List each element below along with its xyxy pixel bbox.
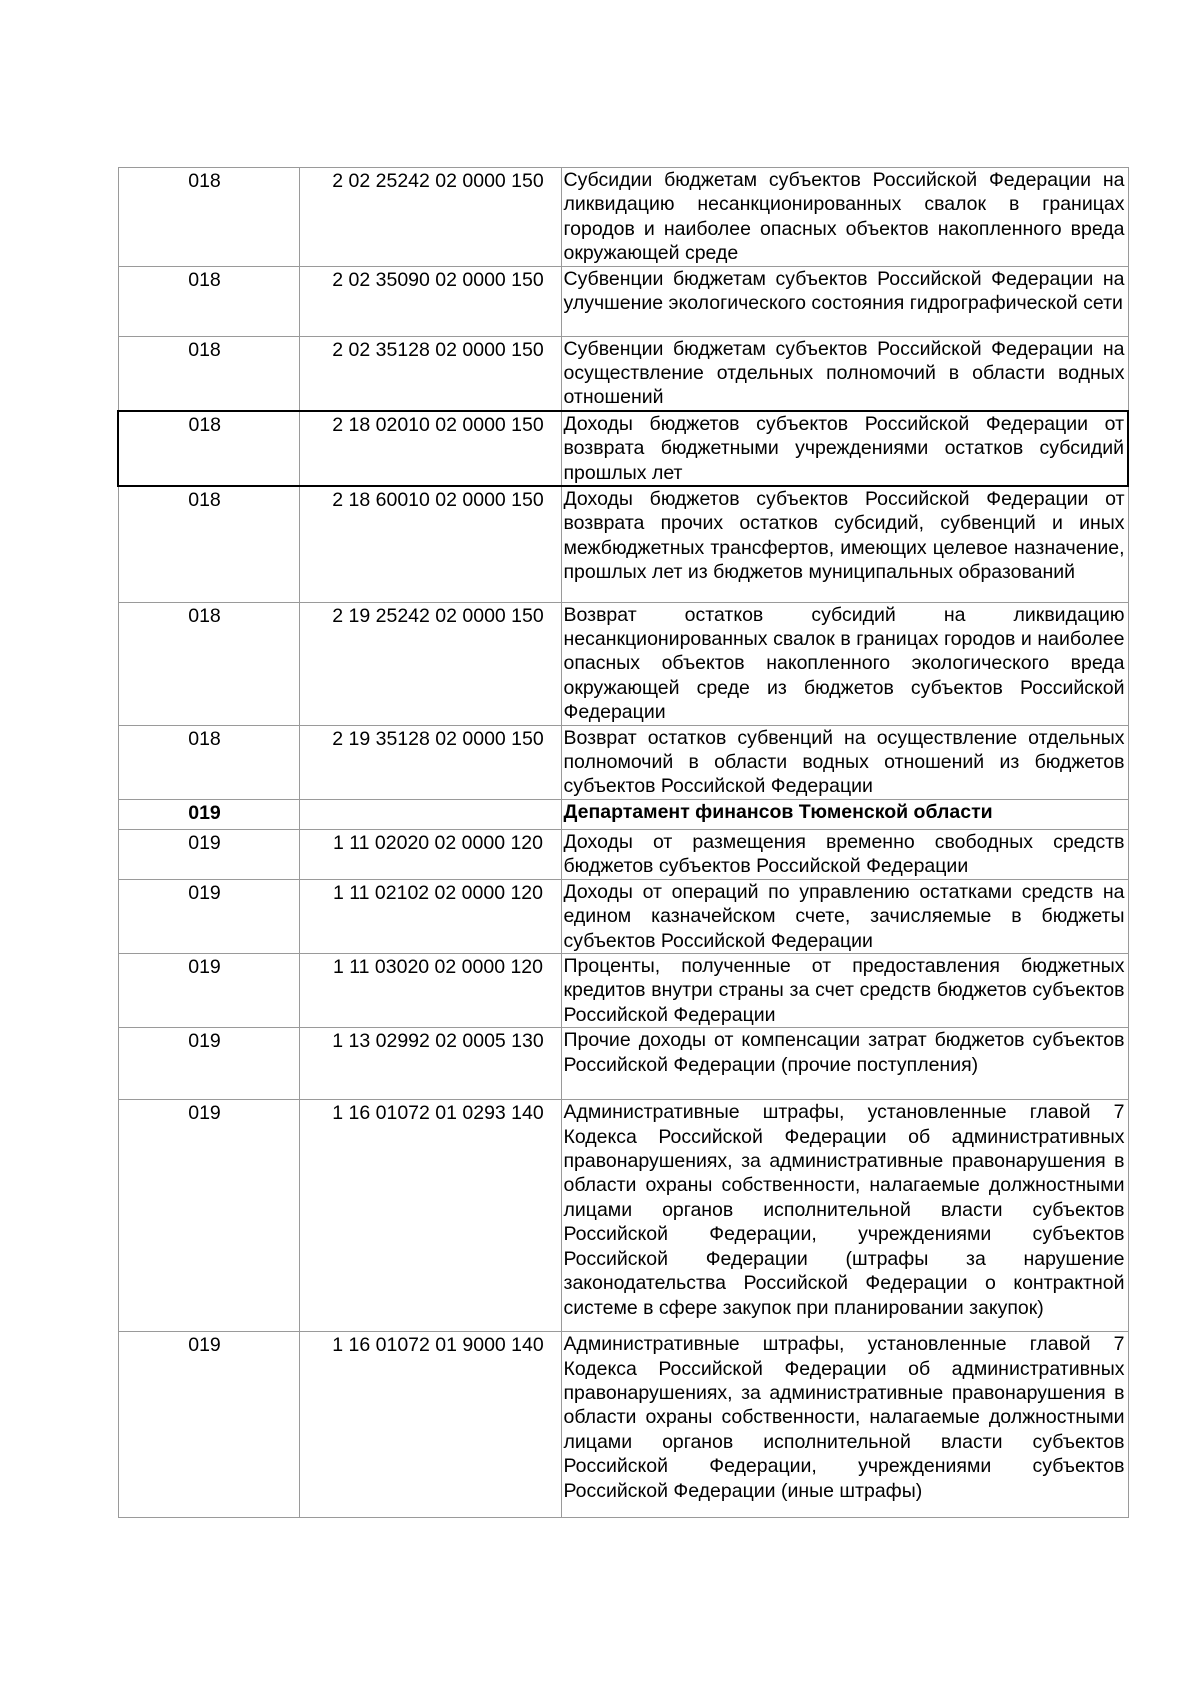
administrator-code: 018 xyxy=(188,604,221,627)
administrator-code: 019 xyxy=(188,1102,221,1125)
department-name-cell xyxy=(561,799,1128,829)
administrator-code-cell xyxy=(118,336,299,411)
revenue-code: 2 18 60010 02 0000 150 xyxy=(332,489,544,512)
revenue-name: Доходы бюджетов субъектов Российской Федерации от возврата бюджетными учреждениями остатков субсидий прошлых лет xyxy=(563,412,1124,484)
revenue-code: 2 18 02010 02 0000 150 xyxy=(332,413,544,436)
administrator-code-cell xyxy=(118,954,299,1028)
table-row xyxy=(118,954,1128,1028)
administrator-code: 018 xyxy=(188,413,222,436)
revenue-name: Административные штрафы, установленные главой 7 Кодекса Российской Федерации об административных правонарушениях, за административные правонарушения в области охраны собственности, налагаемые должностными лицами органов исполнительной власти субъектов Российской Федерации, учреждениями субъектов Российской Федерации (штрафы за нарушение законодательства Российской Федерации о контрактной системе в сфере закупок при планировании закупок) xyxy=(563,1101,1125,1319)
table-row xyxy=(118,1100,1128,1332)
revenue-code: 1 16 01072 01 0293 140 xyxy=(332,1102,544,1125)
revenue-code-cell xyxy=(299,411,561,486)
revenue-code-cell xyxy=(299,266,561,336)
revenue-name: Доходы от размещения временно свободных средств бюджетов субъектов Российской Федерации xyxy=(563,830,1125,878)
administrator-code-cell xyxy=(118,411,299,486)
revenue-code-cell xyxy=(299,336,561,411)
revenue-code-cell xyxy=(299,879,561,953)
administrator-code: 018 xyxy=(188,727,221,750)
administrator-code-cell xyxy=(118,799,299,829)
administrator-code-cell xyxy=(118,602,299,725)
administrator-code: 019 xyxy=(188,956,221,979)
revenue-name-cell xyxy=(561,336,1128,411)
administrator-code: 018 xyxy=(188,338,221,361)
revenue-code-cell xyxy=(299,829,561,879)
revenue-name-cell xyxy=(561,168,1128,267)
administrator-code: 018 xyxy=(188,268,221,291)
revenue-code-cell xyxy=(299,602,561,725)
revenue-name-cell xyxy=(561,602,1128,725)
table-row xyxy=(118,829,1128,879)
table-body xyxy=(118,168,1128,1518)
revenue-code: 1 13 02992 02 0005 130 xyxy=(332,1030,544,1053)
table-row xyxy=(118,879,1128,953)
administrator-code: 019 xyxy=(188,881,221,904)
revenue-code-cell xyxy=(299,168,561,267)
table-row xyxy=(118,336,1128,411)
revenue-name-cell xyxy=(561,879,1128,953)
table-row xyxy=(118,725,1128,799)
revenue-code-cell xyxy=(299,1100,561,1332)
administrator-code: 019 xyxy=(188,801,221,824)
table-row xyxy=(118,266,1128,336)
revenue-name-cell xyxy=(561,1028,1128,1100)
revenue-name-cell xyxy=(561,411,1128,486)
revenue-code: 1 11 03020 02 0000 120 xyxy=(332,956,543,979)
administrator-code: 019 xyxy=(188,1334,221,1357)
administrator-code-cell xyxy=(118,879,299,953)
revenue-name-cell xyxy=(561,1332,1128,1518)
administrator-code-cell xyxy=(118,1028,299,1100)
table-row xyxy=(118,1028,1128,1100)
administrator-code-cell xyxy=(118,1332,299,1518)
revenue-code-cell xyxy=(299,486,561,602)
revenue-name: Возврат остатков субвенций на осуществление отдельных полномочий в области водных отношений из бюджетов субъектов Российской Федерации xyxy=(563,726,1125,798)
revenue-name-cell xyxy=(561,954,1128,1028)
administrator-code-cell xyxy=(118,168,299,267)
revenue-classification-table xyxy=(117,167,1129,1518)
revenue-code-cell xyxy=(299,1332,561,1518)
department-name: Департамент финансов Тюменской области xyxy=(563,800,993,823)
administrator-code-cell xyxy=(118,725,299,799)
administrator-code-cell xyxy=(118,1100,299,1332)
revenue-name-cell xyxy=(561,266,1128,336)
table-row xyxy=(118,602,1128,725)
revenue-code: 1 11 02020 02 0000 120 xyxy=(332,831,543,854)
revenue-name: Проценты, полученные от предоставления бюджетных кредитов внутри страны за счет средств бюджетов субъектов Российской Федерации xyxy=(563,955,1125,1026)
revenue-name: Административные штрафы, установленные главой 7 Кодекса Российской Федерации об административных правонарушениях, за административные правонарушения в области охраны собственности, налагаемые должностными лицами органов исполнительной власти субъектов Российской Федерации, учреждениями субъектов Российской Федерации (иные штрафы) xyxy=(563,1333,1125,1502)
administrator-code: 019 xyxy=(188,1030,221,1053)
revenue-code: 2 19 35128 02 0000 150 xyxy=(332,727,544,750)
revenue-name: Доходы бюджетов субъектов Российской Федерации от возврата прочих остатков субсидий, субвенций и иных межбюджетных трансфертов, имеющих целевое назначение, прошлых лет из бюджетов муниципальных образований xyxy=(563,488,1125,584)
revenue-code: 2 02 35128 02 0000 150 xyxy=(332,338,544,361)
administrator-code-cell xyxy=(118,829,299,879)
revenue-code: 1 11 02102 02 0000 120 xyxy=(332,881,543,904)
revenue-name-cell xyxy=(561,486,1128,602)
revenue-name-cell xyxy=(561,1100,1128,1332)
administrator-code: 018 xyxy=(188,170,221,192)
revenue-name: Доходы от операций по управлению остатками средств на едином казначейском счете, зачисляемые в бюджеты субъектов Российской Федерации xyxy=(563,880,1125,952)
revenue-code: 2 19 25242 02 0000 150 xyxy=(332,604,544,627)
revenue-code: 1 16 01072 01 9000 140 xyxy=(332,1334,544,1357)
revenue-code: 2 02 35090 02 0000 150 xyxy=(332,268,544,291)
administrator-code-cell xyxy=(118,266,299,336)
administrator-code: 019 xyxy=(188,831,221,854)
revenue-code-cell xyxy=(299,954,561,1028)
administrator-code: 018 xyxy=(188,489,221,512)
revenue-code-cell xyxy=(299,1028,561,1100)
table-row xyxy=(118,486,1128,602)
revenue-name-cell xyxy=(561,725,1128,799)
revenue-name: Субсидии бюджетам субъектов Российской Федерации на ликвидацию несанкционированных свалок в границах городов и наиболее опасных объектов накопленного вреда окружающей среде xyxy=(563,169,1125,265)
department-header-row xyxy=(118,799,1128,829)
table-row xyxy=(118,168,1128,267)
table-row-highlighted xyxy=(118,411,1128,486)
table-row xyxy=(118,1332,1128,1518)
administrator-code-cell xyxy=(118,486,299,602)
revenue-name: Прочие доходы от компенсации затрат бюджетов субъектов Российской Федерации (прочие поступления) xyxy=(563,1029,1125,1076)
revenue-name: Субвенции бюджетам субъектов Российской Федерации на улучшение экологического состояния гидрографической сети xyxy=(563,267,1125,315)
revenue-code-cell xyxy=(299,725,561,799)
revenue-code-cell xyxy=(299,799,561,829)
revenue-code: 2 02 25242 02 0000 150 xyxy=(332,170,544,192)
revenue-name: Возврат остатков субсидий на ликвидацию несанкционированных свалок в границах городов и наиболее опасных объектов накопленного экологического вреда окружающей среде из бюджетов субъектов Российской Федерации xyxy=(563,603,1125,724)
revenue-name-cell xyxy=(561,829,1128,879)
revenue-name: Субвенции бюджетам субъектов Российской Федерации на осуществление отдельных полномочий в области водных отношений xyxy=(563,337,1125,409)
